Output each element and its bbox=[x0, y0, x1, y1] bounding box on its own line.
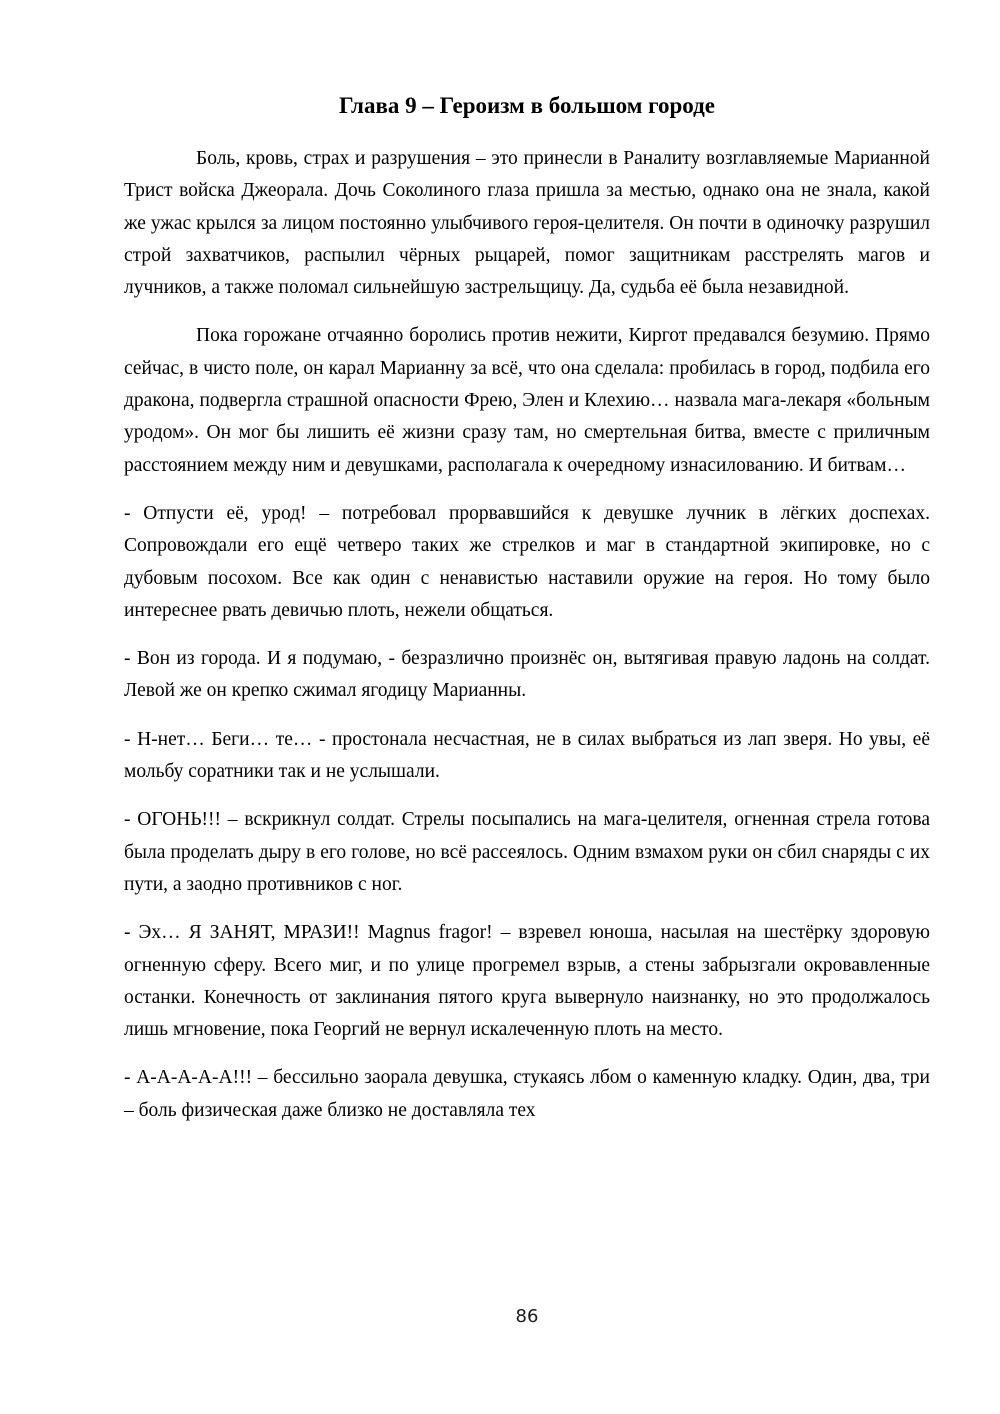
page-number: 86 bbox=[515, 1306, 539, 1327]
paragraph-dialogue: - Вон из города. И я подумаю, - безразлично произнёс он, вытягивая правую ладонь на солдат. Левой же он крепко сжимал ягодицу Марианны. bbox=[124, 648, 930, 702]
paragraph-dialogue: - ОГОНЬ!!! – вскрикнул солдат. Стрелы посыпались на мага-целителя, огненная стрела готова была проделать дыру в его голове, но всё рассеялось. Одним взмахом руки он сбил снаряды с их пути, а заодно противников с ног. bbox=[124, 809, 930, 895]
paragraph-narrative: Боль, кровь, страх и разрушения – это принесли в Раналиту возглавляемые Марианной Трист войска Джеорала. Дочь Соколиного глаза пришла за местью, однако она не знала, какой же ужас крылся за лицом постоянно улыбчивого героя-целителя. Он почти в одиночку разрушил строй захватчиков, распылил чёрных рыцарей, помог защитникам расстрелять магов и лучников, а также поломал сильнейшую застрельщицу. Да, судьба её была незавидной. bbox=[124, 148, 930, 299]
paragraph-dialogue: - Отпусти её, урод! – потребовал прорвавшийся к девушке лучник в лёгких доспехах. Сопровождали его ещё четверо таких же стрелков и маг в стандартной экипировке, но с дубовым посохом. Все как один с ненавистью наставили оружие на героя. Но тому было интереснее рвать девичью плоть, нежели общаться. bbox=[124, 502, 930, 621]
page-content bbox=[124, 92, 930, 1143]
chapter-title: Глава 9 – Героизм в большом городе bbox=[339, 93, 715, 118]
paragraph-narrative: Пока горожане отчаянно боролись против нежити, Киргот предавался безумию. Прямо сейчас, в чисто поле, он карал Марианну за всё, что она сделала: пробилась в город, подбила его дракона, подвергла страшной опасности Фрею, Элен и Клехию… назвала мага-лекаря «больным уродом». Он мог бы лишить её жизни сразу там, но смертельная битва, вместе с приличным расстоянием между ним и девушками, располагала к очередному изнасилованию. И битвам… bbox=[124, 325, 930, 476]
paragraph-dialogue: - Н-нет… Беги… те… - простонала несчастная, не в силах выбраться из лап зверя. Но увы, её мольбу соратники так и не услышали. bbox=[124, 728, 930, 783]
paragraph-dialogue: - Эх… Я ЗАНЯТ, МРАЗИ!! Magnus fragor! – взревел юноша, насылая на шестёрку здоровую огненную сферу. Всего миг, и по улице прогремел взрыв, а стены забрызгали окровавленные останки. Конечность от заклинания пятого круга вывернуло наизнанку, но это продолжалось лишь мгновение, пока Георгий не вернул искалеченную плоть на место. bbox=[124, 922, 930, 1041]
paragraph-dialogue: - А-А-А-А-А!!! – бессильно заорала девушка, стукаясь лбом о каменную кладку. Один, два, три – боль физическая даже близко не доставляла тех bbox=[124, 1067, 930, 1121]
